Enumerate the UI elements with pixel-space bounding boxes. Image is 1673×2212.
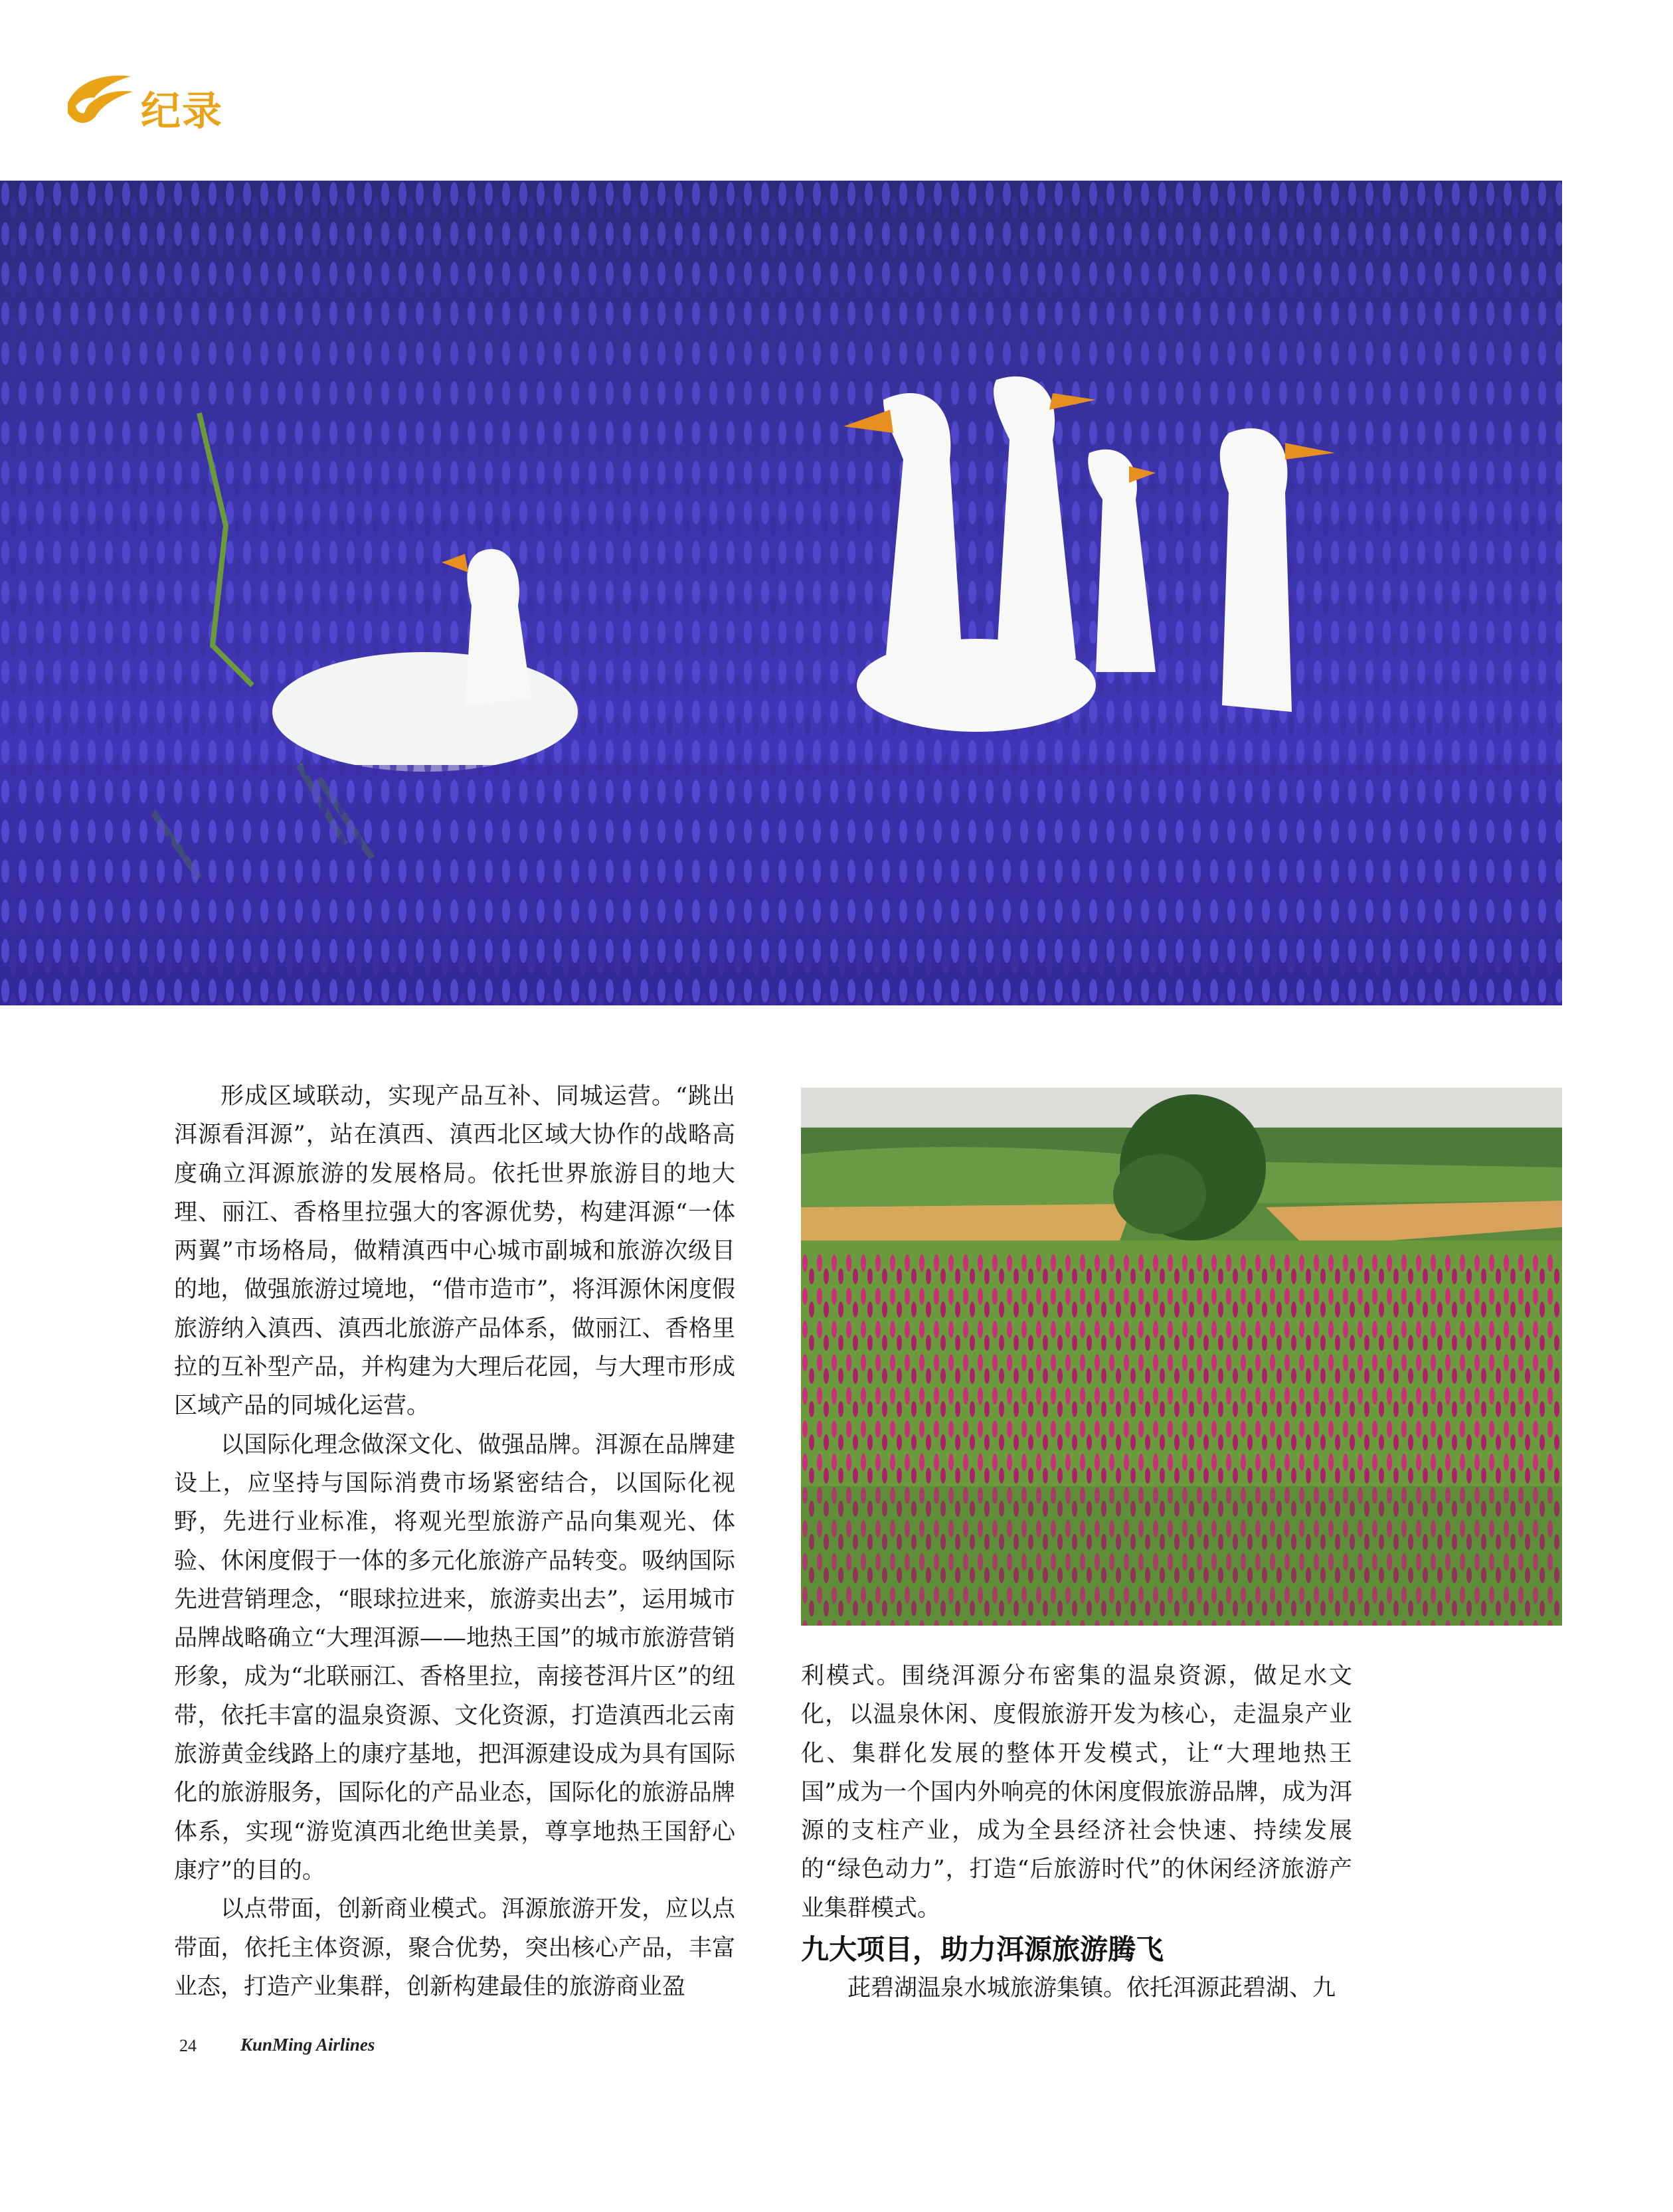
paragraph: 形成区域联动，实现产品互补、同城运营。“跳出洱源看洱源”，站在滇西、滇西北区域大协作的战略高度确立洱源旅游的发展格局。依托世界旅游目的地大理、丽江、香格里拉强大的客源优势，构建洱源“一体两翼”市场格局，做精滇西中心城市副城和旅游次级目的地，做强旅游过境地，“借市造市”，将洱源休闲度假旅游纳入滇西、滇西北旅游产品体系，做丽江、香格里拉的互补型产品，并构建为大理后花园，与大理市形成区域产品的同城化运营。 xyxy=(174,1083,735,1420)
magazine-name: KunMing Airlines xyxy=(240,2035,375,2055)
section-logo xyxy=(61,66,234,139)
side-photo xyxy=(801,1088,1562,1626)
phoenix-wing-icon xyxy=(61,66,141,133)
article-column-left xyxy=(174,1077,735,2006)
paragraph: 以国际化理念做深文化、做强品牌。洱源在品牌建设上，应坚持与国际消费市场紧密结合，以国际化视野，先进行业标准，将观光型旅游产品向集观光、体验、休闲度假于一体的多元化旅游产品转变。吸纳国际先进营销理念，“眼球拉进来，旅游卖出去”，运用城市品牌战略确立“大理洱源——地热王国”的城市旅游营销形象，成为“北联丽江、香格里拉，南接苍洱片区”的纽带，依托丰富的温泉资源、文化资源，打造滇西北云南旅游黄金线路上的康疗基地，把洱源建设成为具有国际化的旅游服务，国际化的产品业态，国际化的旅游品牌体系，实现“游览滇西北绝世美景，尊享地热王国舒心康疗”的目的。 xyxy=(174,1431,735,1884)
paragraph: 茈碧湖温泉水城旅游集镇。依托洱源茈碧湖、九 xyxy=(847,1975,1336,2002)
section-heading: 九大项目，助力洱源旅游腾飞 xyxy=(801,1933,1164,1966)
paragraph: 利模式。围绕洱源分布密集的温泉资源，做足水文化，以温泉休闲、度假旅游开发为核心，走温泉产业化、集群化发展的整体开发模式，让“大理地热王国”成为一个国内外响亮的休闲度假旅游品牌，成为洱源的支柱产业，成为全县经济社会快速、持续发展的“绿色动力”，打造“后旅游时代”的休闲经济旅游产业集群模式。 xyxy=(801,1663,1352,1922)
hero-photo xyxy=(0,181,1562,1005)
article-column-right xyxy=(801,1657,1352,2007)
paragraph: 以点带面，创新商业模式。洱源旅游开发，应以点带面，依托主体资源，聚合优势，突出核心产品，丰富业态，打造产业集群，创新构建最佳的旅游商业盈 xyxy=(174,1896,735,2000)
page-number: 24 xyxy=(179,2036,197,2055)
section-title: 纪录 xyxy=(141,88,223,135)
